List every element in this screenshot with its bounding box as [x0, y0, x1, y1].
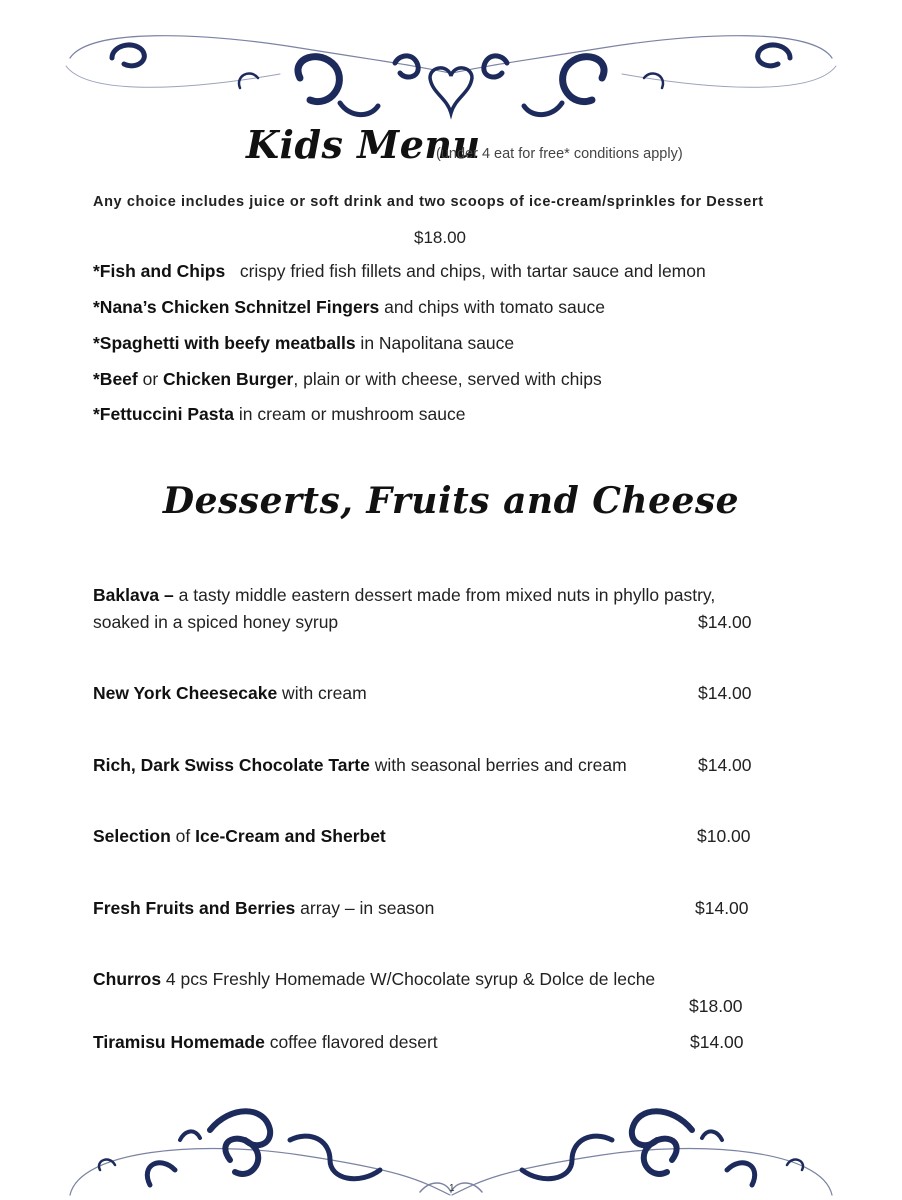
dessert-price: $14.00: [698, 612, 752, 632]
kids-item-name: *Nana’s Chicken Schnitzel Fingers: [93, 297, 380, 317]
dessert-item-desc: with seasonal berries and cream: [369, 755, 627, 775]
kids-item: [93, 404, 466, 425]
page-number: 1: [449, 1183, 455, 1194]
dessert-item-connector: of: [170, 826, 196, 846]
dessert-item-desc: array – in season: [295, 898, 435, 918]
kids-item-name: *Beef: [93, 369, 138, 389]
dessert-item-name: Fresh Fruits and Berries: [93, 898, 296, 918]
dessert-item-name: New York Cheesecake: [93, 683, 278, 703]
kids-menu-title: Kids Menu: [246, 122, 481, 167]
kids-item: [93, 369, 602, 390]
kids-item: [93, 261, 706, 282]
dessert-item-name: Baklava –: [93, 585, 174, 605]
dessert-item-name: Churros: [93, 969, 162, 989]
dessert-item-desc: with cream: [277, 683, 367, 703]
dessert-price: $18.00: [689, 996, 743, 1016]
top-flourish-icon: [0, 18, 902, 130]
dessert-item-name: Rich, Dark Swiss Chocolate Tarte: [93, 755, 370, 775]
kids-item-name: *Spaghetti with beefy meatballs: [93, 333, 356, 353]
kids-item: [93, 333, 514, 354]
kids-menu-price: $18.00: [414, 228, 466, 247]
kids-item-name: *Fettuccini Pasta: [93, 404, 235, 424]
dessert-price: $14.00: [695, 898, 749, 918]
kids-item-desc: and chips with tomato sauce: [379, 297, 605, 317]
dessert-item: [93, 898, 434, 919]
kids-item-desc: in cream or mushroom sauce: [234, 404, 466, 424]
dessert-item: [93, 826, 386, 847]
dessert-item: [93, 755, 627, 776]
kids-item-desc: , plain or with cheese, served with chips: [293, 369, 602, 389]
dessert-item-desc-2: soaked in a spiced honey syrup: [93, 612, 339, 632]
dessert-item: [93, 585, 715, 606]
dessert-item-desc: 4 pcs Freshly Homemade W/Chocolate syrup & Dolce de leche: [161, 969, 656, 989]
dessert-item-desc: a tasty middle eastern dessert made from mixed nuts in phyllo pastry,: [173, 585, 716, 605]
dessert-price: $10.00: [697, 826, 751, 846]
dessert-item-name: Selection: [93, 826, 171, 846]
desserts-title: Desserts, Fruits and Cheese: [162, 480, 740, 522]
kids-drinks-note: Any choice includes juice or soft drink and two scoops of ice-cream/sprinkles for Dessert: [93, 194, 764, 210]
dessert-price: $14.00: [690, 1032, 744, 1052]
dessert-item: [93, 969, 655, 990]
kids-item-connector: or: [137, 369, 164, 389]
dessert-item: [93, 683, 367, 704]
kids-item-desc: in Napolitana sauce: [355, 333, 515, 353]
kids-item: [93, 297, 605, 318]
kids-item-name: *Fish and Chips: [93, 261, 226, 281]
dessert-item: [93, 1032, 438, 1053]
dessert-item-desc: coffee flavored desert: [264, 1032, 438, 1052]
dessert-item-name-2: Ice-Cream and Sherbet: [195, 826, 386, 846]
dessert-price: $14.00: [698, 683, 752, 703]
kids-item-desc: crispy fried fish fillets and chips, with tartar sauce and lemon: [225, 261, 706, 281]
dessert-price: $14.00: [698, 755, 752, 775]
kids-menu-note: (under 4 eat for free* conditions apply): [436, 146, 683, 162]
dessert-item-name: Tiramisu Homemade: [93, 1032, 265, 1052]
kids-item-name-2: Chicken Burger: [163, 369, 294, 389]
